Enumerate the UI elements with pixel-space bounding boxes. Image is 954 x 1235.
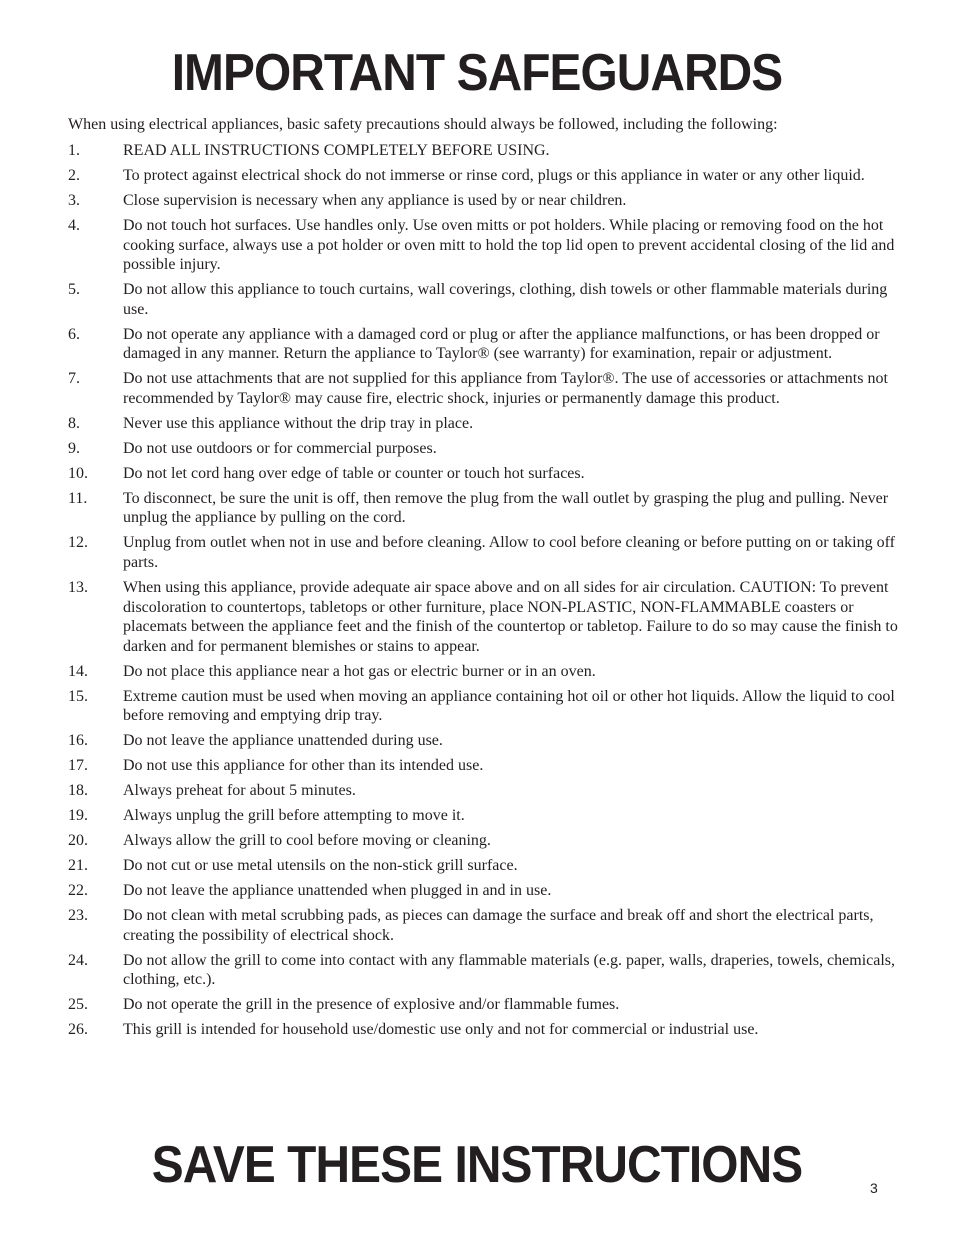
item-number: 14. — [68, 662, 88, 680]
item-number: 13. — [68, 578, 88, 596]
list-item — [68, 369, 898, 408]
item-text: Unplug from outlet when not in use and before cleaning. Allow to cool before cleaning or before putting on or taking off parts. — [123, 534, 895, 571]
list-item — [68, 141, 898, 161]
item-text: Do not touch hot surfaces. Use handles only. Use oven mitts or pot holders. While placing or removing food on the hot cooking surface, always use a pot holder or oven mitt to hold the top lid open to prevent accidental closing of the lid and possible injury. — [123, 216, 895, 274]
item-number: 26. — [68, 1021, 88, 1039]
item-text: Do not allow this appliance to touch curtains, wall coverings, clothing, dish towels or other flammable materials during use. — [123, 281, 888, 318]
item-text: Do not use outdoors or for commercial purposes. — [123, 439, 437, 457]
item-text: Always preheat for about 5 minutes. — [123, 782, 356, 800]
list-item — [68, 325, 898, 364]
list-item — [68, 662, 898, 682]
item-text: Do not operate the grill in the presence of explosive and/or flammable fumes. — [123, 996, 620, 1014]
item-text: To protect against electrical shock do not immerse or rinse cord, plugs or this appliance in water or any other liquid. — [123, 166, 865, 184]
page-number: 3 — [870, 1180, 878, 1196]
item-text: Always unplug the grill before attempting to move it. — [123, 807, 465, 825]
item-text: Close supervision is necessary when any appliance is used by or near children. — [123, 191, 627, 209]
item-text: Do not clean with metal scrubbing pads, as pieces can damage the surface and break off and short the electrical parts, creating the possibility of electrical shock. — [123, 907, 874, 944]
item-number: 1. — [68, 142, 80, 159]
item-text: Do not cut or use metal utensils on the non-stick grill surface. — [123, 857, 518, 875]
list-item — [68, 280, 898, 319]
item-text: To disconnect, be sure the unit is off, then remove the plug from the wall outlet by grasping the plug and pulling. Never unplug the appliance by pulling on the cord. — [123, 489, 889, 527]
item-text: Do not operate any appliance with a damaged cord or plug or after the appliance malfunctions, or has been dropped or damaged in any manner. Return the appliance to Taylor® (see warranty) for examination, repair or adjustment. — [123, 325, 880, 363]
list-item — [68, 191, 898, 211]
item-number: 23. — [68, 907, 88, 925]
item-text: Do not leave the appliance unattended during use. — [123, 732, 443, 750]
item-number: 11. — [68, 489, 88, 507]
item-number: 9. — [68, 439, 80, 457]
item-number: 25. — [68, 996, 88, 1014]
item-number: 16. — [68, 732, 88, 750]
item-number: 3. — [68, 191, 80, 209]
item-text: READ ALL INSTRUCTIONS COMPLETELY BEFORE USING. — [123, 142, 550, 159]
item-number: 24. — [68, 951, 88, 969]
list-item — [68, 578, 898, 656]
list-item — [68, 806, 898, 826]
item-number: 5. — [68, 281, 80, 299]
list-item — [68, 489, 898, 528]
item-number: 19. — [68, 807, 88, 825]
list-item — [68, 464, 898, 484]
list-item — [68, 414, 898, 434]
list-item — [68, 731, 898, 751]
list-item — [68, 756, 898, 776]
intro-paragraph: When using electrical appliances, basic safety precautions should always be followed, including the following: — [68, 116, 778, 133]
list-item — [68, 216, 898, 275]
list-item — [68, 831, 898, 851]
item-number: 12. — [68, 534, 88, 552]
item-text: Always allow the grill to cool before moving or cleaning. — [123, 832, 491, 850]
list-item — [68, 906, 898, 945]
item-text: This grill is intended for household use/domestic use only and not for commercial or industrial use. — [123, 1021, 759, 1039]
item-number: 8. — [68, 414, 80, 432]
safeguards-list — [68, 141, 898, 1045]
page-title: IMPORTANT SAFEGUARDS — [171, 44, 783, 102]
item-text: Do not allow the grill to come into contact with any flammable materials (e.g. paper, walls, draperies, towels, chemicals, clothing, etc.). — [123, 951, 896, 989]
save-instructions-title: SAVE THESE INSTRUCTIONS — [151, 1136, 803, 1194]
list-item — [68, 1020, 898, 1040]
item-number: 10. — [68, 464, 88, 482]
item-number: 4. — [68, 216, 80, 234]
list-item — [68, 687, 898, 726]
item-text: Do not leave the appliance unattended when plugged in and in use. — [123, 882, 552, 900]
item-text: Do not place this appliance near a hot gas or electric burner or in an oven. — [123, 662, 596, 680]
list-item — [68, 166, 898, 186]
item-text: Do not use this appliance for other than its intended use. — [123, 757, 484, 775]
list-item — [68, 951, 898, 990]
list-item — [68, 439, 898, 459]
list-item — [68, 533, 898, 572]
list-item — [68, 781, 898, 801]
item-number: 6. — [68, 325, 80, 343]
list-item — [68, 881, 898, 901]
item-number: 22. — [68, 882, 88, 900]
item-number: 2. — [68, 166, 80, 184]
item-text: Extreme caution must be used when moving an appliance containing hot oil or other hot liquids. Allow the liquid to cool before removing and emptying drip tray. — [123, 687, 895, 725]
item-text: Do not let cord hang over edge of table or counter or touch hot surfaces. — [123, 464, 585, 482]
list-item — [68, 856, 898, 876]
item-text: Do not use attachments that are not supplied for this appliance from Taylor®. The use of accessories or attachments not recommended by Taylor® may cause fire, electric shock, injuries or permanently damage this product. — [123, 370, 888, 407]
item-number: 21. — [68, 857, 88, 875]
item-number: 15. — [68, 687, 88, 705]
item-number: 20. — [68, 832, 88, 850]
item-number: 7. — [68, 370, 80, 388]
item-text: When using this appliance, provide adequate air space above and on all sides for air circulation. CAUTION: To prevent discoloration to countertops, tabletops or other furniture, place NON-PLASTIC, NON-FLAMMABLE coasters or placemats between the appliance feet and the finish of the countertop or tabletop. Failure to do so may cause the finish to darken and for permanent blemishes or stains to appear. — [123, 578, 898, 655]
item-number: 18. — [68, 782, 88, 800]
item-text: Never use this appliance without the drip tray in place. — [123, 414, 474, 432]
item-number: 17. — [68, 757, 88, 775]
list-item — [68, 995, 898, 1015]
